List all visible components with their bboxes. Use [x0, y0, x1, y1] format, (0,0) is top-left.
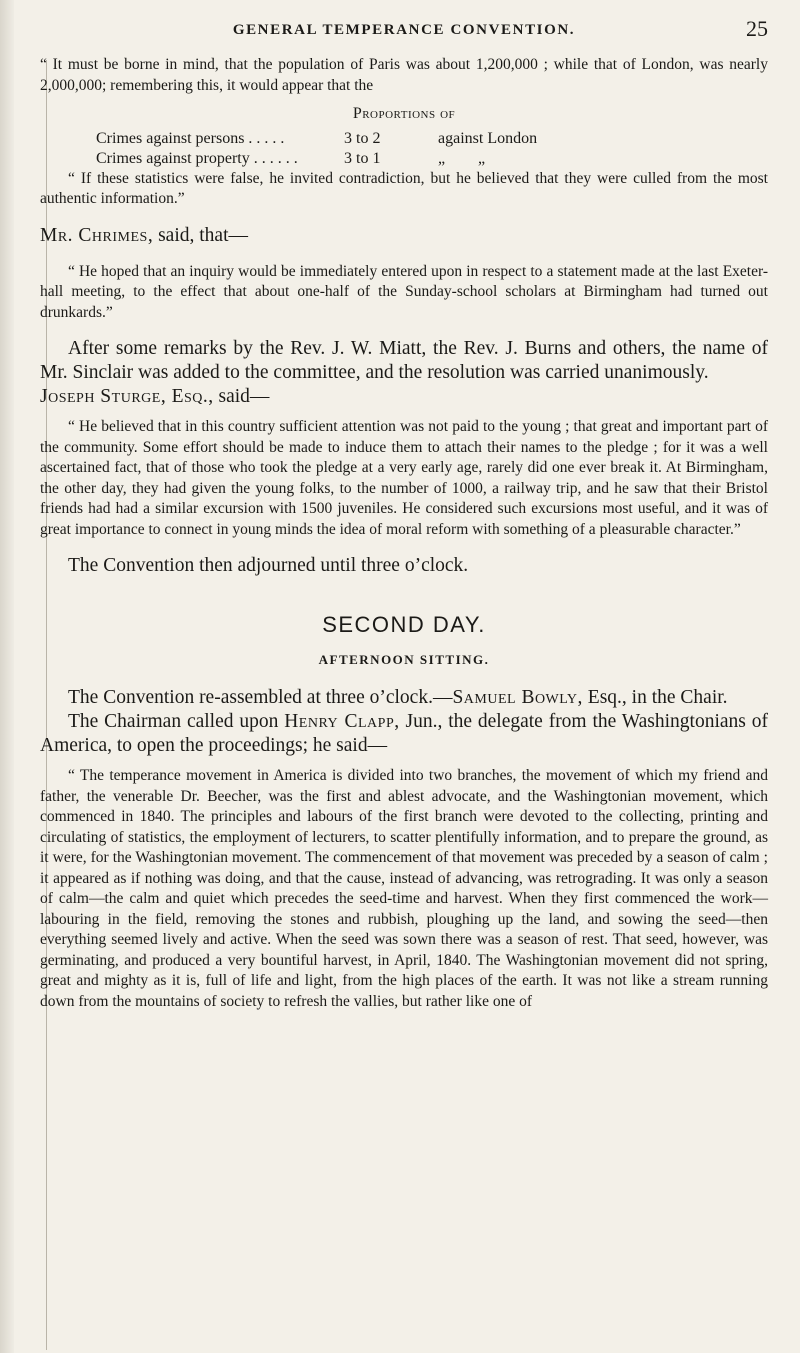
- speaker-said: said—: [218, 386, 270, 407]
- table-cell-ditto: „: [438, 149, 446, 167]
- quote-temperance-movement: “ The temperance movement in America is divided into two branches, the movement of which my friend and father, the venerable Dr. Beecher, was the first and ablest advocate, and the Washingtonian movement, which commenced in 1840. The principles and labours of the first branch were devoted to the collecting, printing and circulating of statistics, the employment of lecturers, to scatter plentifully information, and to prepare the ground, as it were, for the Washingtonian movement. The commencement of that movement was preceded by a season of calm ; it appeared as if nothing was doing, and that the cause, instead of advancing, was retrograding. It was only a season of calm—the calm and quiet which precedes the seed-time and harvest. When they first commenced the work—labouring in the field, removing the stones and rubbish, ploughing up the land, and sowing the seed—then everything seemed lively and active. When the seed was sown there was a season of rest. That seed, however, was germinating, and produced a very bountiful harvest, in April, 1840. The Washingtonian movement did not spring, great and mighty as it is, full of life and light, from the high places of the earth. It was not like a stream running down from the mountains of society to refresh the vallies, but rather like one of: [40, 767, 768, 1010]
- running-title: GENERAL TEMPERANCE CONVENTION.: [232, 22, 576, 38]
- quote-young: “ He believed that in this country sufficient attention was not paid to the young ; that great and important part of the community. Some effort should be made to induce them to attach their names to the pledge ; for it was a well ascertained fact, that of those who took the pledge at a very early age, rarely did one ever break it. At Birmingham, the other day, they had given the young folks, to the number of 1000, a railway trip, and he saw that their Bristol friends had had a similar excursion with 1500 juveniles. He considered such excursions most useful, and it was of great importance to connect in young minds the idea of moral reform with something of a pleasurable character.”: [40, 418, 768, 538]
- page-gutter-shadow: [0, 0, 14, 1353]
- subsection-title: AFTERNOON SITTING.: [318, 652, 490, 667]
- quote-statistics-end: “ If these statistics were false, he invited contradiction, but he believed that they were culled from the most authentic information.”: [40, 169, 768, 207]
- paragraph-remarks: After some remarks by the Rev. J. W. Miatt, the Rev. J. Burns and others, the name of Mr. Sinclair was added to the committee, and the resolution was carried unanimously.: [40, 338, 768, 383]
- text-run: Esq., in the Chair.: [582, 687, 728, 708]
- table-cell-ratio: 3 to 1: [344, 149, 381, 167]
- quote-paris-population: “ It must be borne in mind, that the population of Paris was about 1,200,000 ; while that of London, was nearly 2,000,000; remembering this, it would appear that the: [40, 56, 768, 94]
- section-title: SECOND DAY.: [322, 612, 486, 637]
- speaker-sturge: [40, 385, 768, 409]
- paragraph-chairman: [40, 710, 768, 758]
- quote-inquiry: “ He hoped that an inquiry would be immediately entered upon in respect to a statement made at the last Exeter-hall meeting, to the effect that about one-half of the Sunday-school scholars at Birmingham had turned out drunkards.”: [40, 262, 768, 321]
- table-cell-against: against London: [438, 129, 538, 147]
- text-run: The Chairman called upon: [68, 711, 285, 732]
- speaker-name: Mr. Chrimes,: [40, 224, 154, 246]
- text-run: Jun., the delegate from the Washingtonians of America, to open the proceedings; he said—: [40, 711, 768, 756]
- table-cell-ratio: 3 to 2: [344, 129, 381, 147]
- running-head: [40, 14, 768, 47]
- text-run: The Convention re-assembled at three o’clock.—: [68, 687, 453, 708]
- book-page: [40, 14, 768, 1012]
- speaker-said: said, that—: [158, 224, 248, 246]
- page-number: 25: [746, 16, 768, 41]
- chair-name: Samuel Bowly,: [452, 687, 583, 708]
- table-cell-label: Crimes against persons . . . . .: [96, 129, 285, 147]
- table-row: [40, 149, 768, 169]
- table-cell-ditto: „: [478, 149, 486, 167]
- table-cell-label: Crimes against property . . . . . .: [96, 149, 298, 167]
- paragraph-reassembled: [40, 686, 768, 710]
- crime-proportions-table: [40, 129, 768, 169]
- proportions-heading: Proportions of: [352, 105, 456, 122]
- table-row: [40, 129, 768, 149]
- delegate-name: Henry Clapp,: [284, 711, 400, 732]
- speaker-name: Joseph Sturge, Esq.,: [40, 386, 214, 407]
- speaker-chrimes: [40, 224, 768, 248]
- paragraph-adjourned: The Convention then adjourned until three o’clock.: [68, 555, 469, 576]
